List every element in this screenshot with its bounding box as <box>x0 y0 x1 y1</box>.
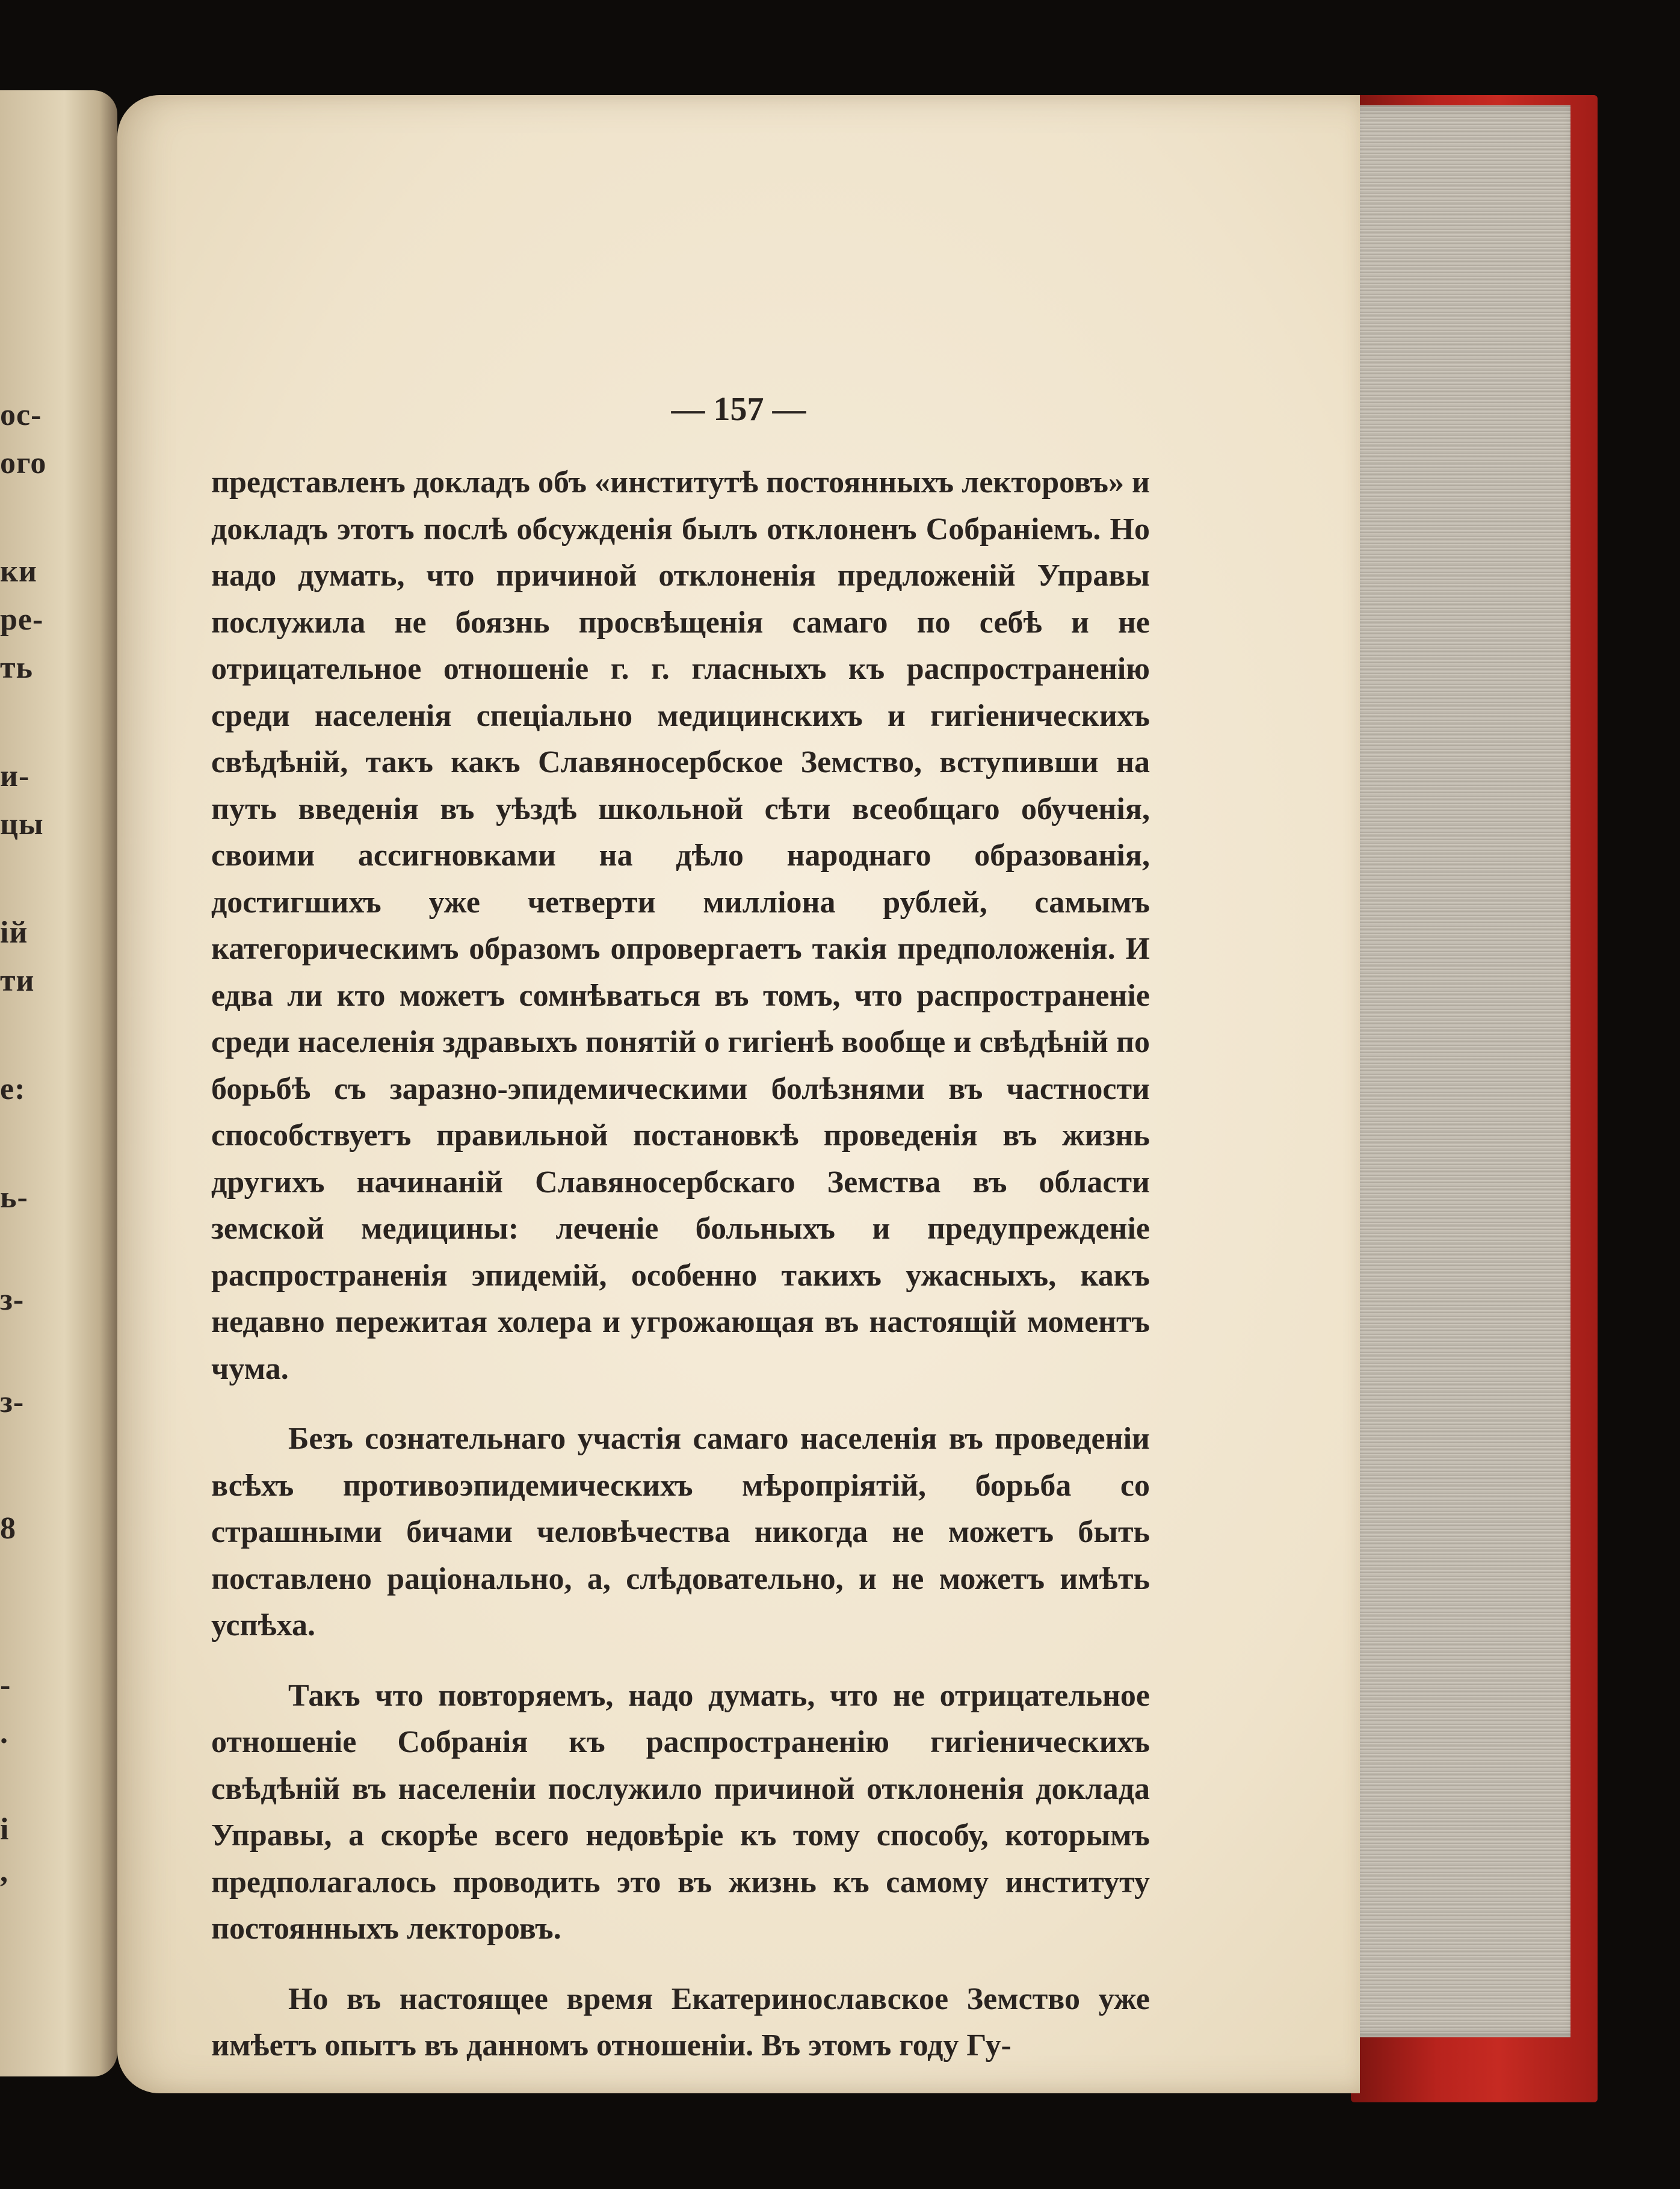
left-fragment: з- <box>0 1283 25 1317</box>
left-fragment: з- <box>0 1385 25 1419</box>
left-fragment: ь- <box>0 1180 28 1215</box>
page-stack-edge <box>1345 105 1570 2037</box>
left-fragment: ти <box>0 964 35 998</box>
left-fragment: ій <box>0 915 28 950</box>
left-fragment: ть <box>0 651 34 685</box>
left-fragment: - <box>0 1668 11 1702</box>
book-page <box>117 95 1360 2093</box>
paragraph: Такъ что повторяемъ, надо думать, что не отрицательное отношеніе Собранія къ распространенію гигіеническихъ свѣдѣній въ населеніи послужило причиной отклоненія доклада Управы, а скорѣе всего недовѣріе къ тому способу, которымъ предполагалось проводить это въ жизнь къ самому институту постоянныхъ лекторовъ. <box>211 1678 1150 1946</box>
left-page-fragments <box>0 90 117 2076</box>
left-fragment: е: <box>0 1072 26 1106</box>
left-fragment: . <box>0 1716 8 1750</box>
page-text <box>211 459 1150 2069</box>
left-fragment: і <box>0 1812 10 1847</box>
left-facing-page <box>0 90 117 2076</box>
paragraph: Безъ сознательнаго участія самаго населенія въ проведеніи всѣхъ противоэпидемическихъ мѣропріятій, борьба со страшными бичами человѣчества никогда не можетъ быть поставлено раціонально, а, слѣдовательно, и не можетъ имѣть успѣха. <box>211 1422 1150 1643</box>
left-fragment: ки <box>0 554 37 589</box>
left-fragment: 8 <box>0 1511 16 1546</box>
paragraph: представленъ докладъ объ «институтѣ постоянныхъ лекторовъ» и докладъ этотъ послѣ обсужденія былъ отклоненъ Собраніемъ. Но надо думать, что причиной отклоненія предложеній Управы послужила не боязнь просвѣщенія самаго по себѣ и не отрицательное отношеніе г. г. гласныхъ къ распространенію среди населенія спеціально медицинскихъ и гигіеническихъ свѣдѣній, такъ какъ Славяносербское Земство, вступивши на путь введенія въ уѣздѣ школьной сѣти всеобщаго обученія, своими ассигновками на дѣло народнаго образованія, достигшихъ уже четверти милліона рублей, самымъ категорическимъ образомъ опровергаетъ такія предположенія. И едва ли кто можетъ сомнѣваться въ томъ, что распространеніе среди населенія здравыхъ понятій о гигіенѣ вообще и свѣдѣній по борьбѣ съ заразно-эпидемическими болѣзнями въ частности способствуетъ правильной постановкѣ проведенія въ жизнь другихъ начинаній Славяносербскаго Земства въ области земской медицины: леченіе больныхъ и предупрежденіе распространенія эпидемій, особенно такихъ ужасныхъ, какъ недавно пережитая холера и угрожающая въ настоящій моментъ чума. <box>211 465 1150 1386</box>
left-fragment: и- <box>0 759 30 793</box>
left-fragment: цы <box>0 807 44 841</box>
left-fragment: , <box>0 1854 8 1889</box>
left-fragment: ого <box>0 446 47 480</box>
left-fragment: ос- <box>0 398 42 432</box>
paragraph: Но въ настоящее время Екатеринославское Земство уже имѣетъ опытъ въ данномъ отношеніи. Въ этомъ году Гу- <box>211 1981 1150 2063</box>
page-number: — 157 — <box>671 391 806 428</box>
left-fragment: ре- <box>0 602 44 637</box>
